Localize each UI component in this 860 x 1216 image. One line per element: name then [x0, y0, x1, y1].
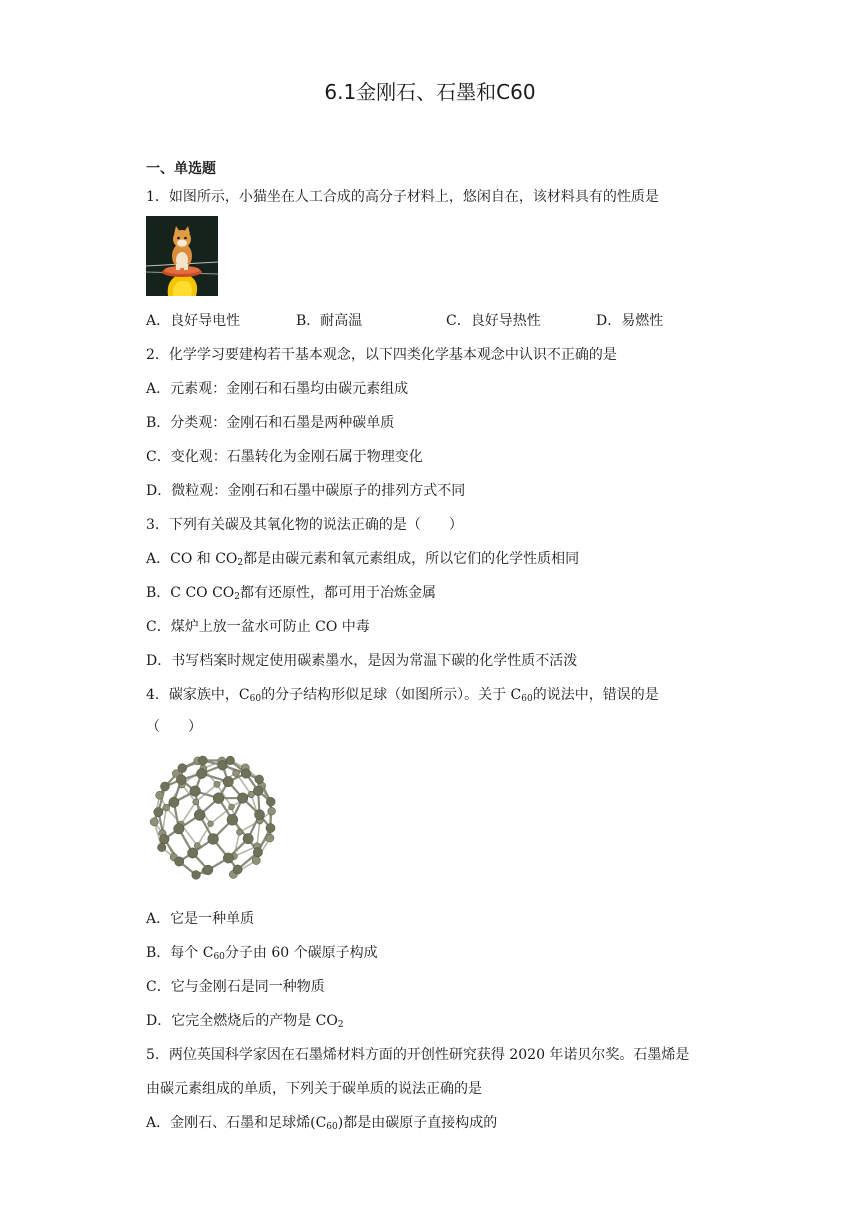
q2-option-b: B．分类观：金刚石和石墨是两种碳单质 [146, 415, 395, 431]
c60-atom [160, 782, 169, 791]
c60-atom [268, 807, 276, 815]
c60-atom [194, 810, 205, 821]
c60-atom [243, 833, 253, 843]
c60-atom [241, 769, 250, 778]
q2-option-d: D．微粒观：金刚石和石墨中碳原子的排列方式不同 [146, 483, 466, 499]
c60-atom [213, 793, 224, 804]
q3-option-c: C．煤炉上放一盆水可防止 CO 中毒 [146, 619, 370, 635]
q3-option-a: A．CO 和 $CO_2$都是由碳元素和氧元素组成，所以它们的化学性质相同 [146, 551, 580, 568]
q4-option-d: D．它完全燃烧后的产物是 $CO_2$ [146, 1013, 344, 1030]
c60-atom [194, 843, 200, 849]
cat-on-material-image [146, 216, 218, 296]
q3-option-d: D．书写档案时规定使用碳素墨水，是因为常温下碳的化学性质不活泼 [146, 653, 578, 669]
c60-atom [208, 821, 214, 827]
c60-atom [176, 775, 186, 785]
c60-atom [197, 769, 207, 779]
c60-atom [190, 786, 201, 797]
c60-atom [214, 781, 220, 787]
c60-atom [229, 804, 235, 810]
c60-atom [157, 843, 165, 851]
q2-option-c: C．变化观：石墨转化为金刚石属于物理变化 [146, 449, 423, 465]
c60-atom [174, 857, 183, 866]
q2-stem: 2．化学学习要建构若干基本观念，以下四类化学基本观念中认识不正确的是 [146, 347, 617, 363]
c60-atom [236, 829, 242, 835]
c60-atom [266, 823, 275, 832]
c60-atom [226, 756, 235, 765]
c60-atom [187, 848, 197, 858]
c60-atom [253, 786, 263, 796]
c60-atom [203, 865, 213, 875]
q4-option-a: A．它是一种单质 [146, 911, 255, 927]
c60-atom [227, 814, 238, 825]
q5-stem: 5．两位英国科学家因在石墨烯材料方面的开创性研究获得 2020 年诺贝尔奖。石墨烯是 [146, 1047, 690, 1063]
q3-option-b: B．C CO $CO_2$都有还原性，都可用于冶炼金属 [146, 585, 437, 602]
q1-option-c: C．良好导热性 [446, 313, 541, 329]
q5-option-a: A．金刚石、石墨和足球烯$(C_{60})$都是由碳原子直接构成的 [146, 1115, 498, 1132]
c60-atom [192, 871, 201, 880]
q1-option-a: A．良好导电性 [146, 313, 241, 329]
q4-option-b: B．每个 $C_{60}$分子由 60 个碳原子构成 [146, 945, 378, 962]
c60-atom [223, 853, 233, 863]
q4-stem: 4．碳家族中，$C_{60}$的分子结构形似足球（如图所示）。关于 $C_{60}$的说法中，错误的是 [146, 687, 659, 704]
c60-atom [178, 764, 187, 773]
section-heading: 一、单选题 [146, 161, 216, 177]
q4-option-c: C．它与金刚石是同一种物质 [146, 979, 325, 995]
c60-atom [233, 865, 242, 874]
c60-atom [266, 834, 274, 842]
c60-atom [163, 804, 170, 811]
c60-atom [218, 761, 228, 771]
q4-stem-line2: （ ） [146, 719, 202, 735]
q2-option-a: A．元素观：金刚石和石墨均由碳元素组成 [146, 381, 409, 397]
c60-molecule-image [146, 748, 282, 888]
c60-atom [156, 791, 164, 799]
c60-bond [181, 802, 196, 824]
c60-atom [154, 807, 163, 816]
c60-atom [253, 848, 262, 857]
q1-options [146, 310, 663, 330]
c60-atom [160, 834, 170, 844]
c60-atom [255, 775, 264, 784]
c60-bond [257, 821, 260, 846]
q1-stem: 1．如图所示，小猫坐在人工合成的高分子材料上，悠闲自在，该材料具有的性质是 [146, 189, 659, 205]
c60-atom [208, 834, 219, 845]
c60-atom [233, 770, 240, 777]
q5-stem-line2: 由碳元素组成的单质，下列关于碳单质的说法正确的是 [146, 1081, 482, 1097]
q1-option-d: D．易燃性 [596, 313, 664, 329]
c60-atom [174, 824, 184, 834]
c60-atom [223, 776, 233, 786]
page-title: 6.1金刚石、石墨和C60 [324, 80, 536, 104]
q3-stem: 3．下列有关碳及其氧化物的说法正确的是（ ） [146, 517, 463, 533]
c60-atom [252, 856, 260, 864]
c60-atom [198, 756, 207, 765]
c60-atom [266, 797, 275, 806]
c60-atom [193, 799, 199, 805]
c60-atom [237, 793, 248, 804]
c60-atom [169, 797, 179, 807]
c60-atom [150, 818, 158, 826]
q1-option-b: B．耐高温 [296, 313, 363, 329]
c60-atom [254, 810, 264, 820]
